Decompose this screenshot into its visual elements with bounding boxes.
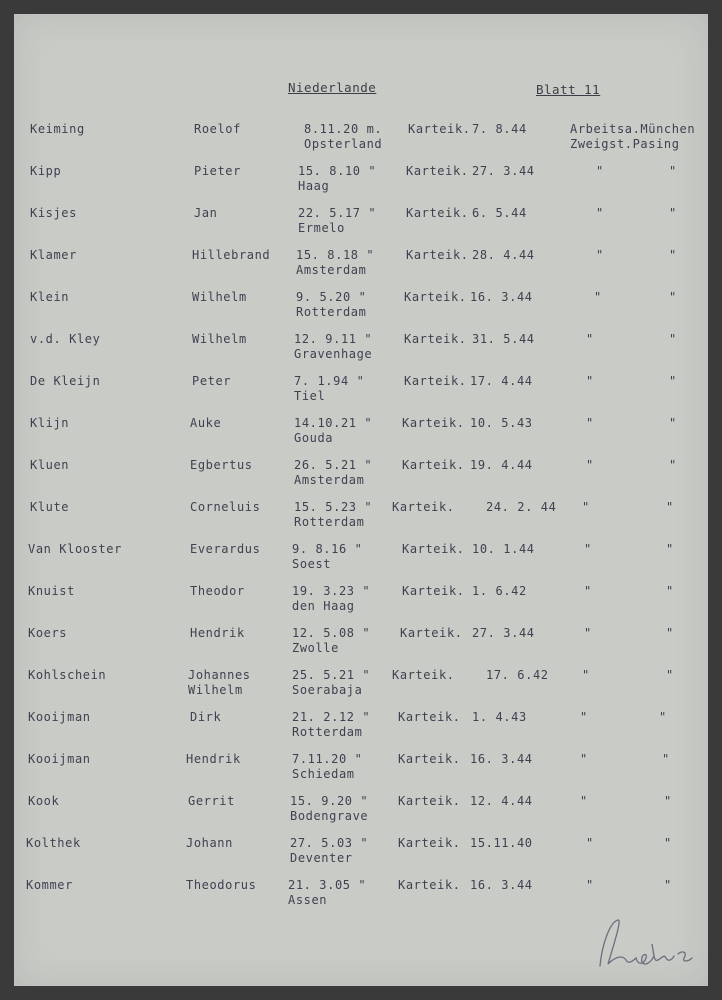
office-cell: " (580, 794, 588, 808)
given-name-cell: Hendrik (190, 626, 245, 640)
card-index-cell: Karteik. (400, 626, 463, 640)
given-name-cell: Dirk (190, 710, 222, 724)
card-index-cell: Karteik. (404, 290, 467, 304)
birth-date-place-cell: 12. 5.08 " Zwolle (292, 626, 371, 655)
surname-cell: De Kleijn (30, 374, 101, 388)
card-index-cell: Karteik. (392, 668, 455, 682)
card-date-cell: 17. 4.44 (470, 374, 533, 388)
surname-cell: Kooijman (28, 710, 91, 724)
birth-date-place-cell: 26. 5.21 " Amsterdam (294, 458, 373, 487)
birth-date-place-cell: 21. 3.05 " Assen (288, 878, 367, 907)
table-row (14, 836, 708, 876)
birth-date-place-cell: 9. 8.16 " Soest (292, 542, 363, 571)
ditto-cell: " (664, 836, 672, 850)
birth-date-place-cell: 8.11.20 m. Opsterland (304, 122, 383, 151)
office-cell: " (594, 290, 602, 304)
card-date-cell: 27. 3.44 (472, 164, 535, 178)
birth-date-place-cell: 21. 2.12 " Rotterdam (292, 710, 371, 739)
ditto-cell: " (662, 752, 670, 766)
card-date-cell: 7. 8.44 (472, 122, 527, 136)
office-cell: " (586, 458, 594, 472)
given-name-cell: Theodor (190, 584, 245, 598)
ditto-cell: " (669, 458, 677, 472)
table-row (14, 374, 708, 414)
given-name-cell: Corneluis (190, 500, 261, 514)
given-name-cell: Roelof (194, 122, 241, 136)
surname-cell: Klein (30, 290, 70, 304)
table-row (14, 542, 708, 582)
ditto-cell: " (659, 710, 667, 724)
handwritten-initials (592, 914, 702, 980)
ditto-cell: " (666, 584, 674, 598)
given-name-cell: Hendrik (186, 752, 241, 766)
card-index-cell: Karteik. (402, 416, 465, 430)
table-row (14, 248, 708, 288)
office-cell: " (586, 836, 594, 850)
card-index-cell: Karteik. (408, 122, 471, 136)
given-name-cell: Wilhelm (192, 332, 247, 346)
birth-date-place-cell: 14.10.21 " Gouda (294, 416, 373, 445)
card-date-cell: 24. 2. 44 (486, 500, 557, 514)
surname-cell: Van Klooster (28, 542, 122, 556)
birth-date-place-cell: 22. 5.17 " Ermelo (298, 206, 377, 235)
card-index-cell: Karteik. (406, 206, 469, 220)
country-heading: Niederlande (288, 80, 377, 95)
card-date-cell: 19. 4.44 (470, 458, 533, 472)
office-cell: " (596, 164, 604, 178)
card-index-cell: Karteik. (398, 710, 461, 724)
surname-cell: Klute (30, 500, 70, 514)
table-row (14, 122, 708, 162)
card-index-cell: Karteik. (406, 248, 469, 262)
table-row (14, 500, 708, 540)
birth-date-place-cell: 27. 5.03 " Deventer (290, 836, 369, 865)
card-date-cell: 17. 6.42 (486, 668, 549, 682)
surname-cell: Kipp (30, 164, 62, 178)
given-name-cell: Johann (186, 836, 233, 850)
office-cell: " (584, 584, 592, 598)
table-row (14, 668, 708, 708)
card-index-cell: Karteik. (406, 164, 469, 178)
card-date-cell: 10. 1.44 (472, 542, 535, 556)
surname-cell: Kommer (26, 878, 73, 892)
surname-cell: Koers (28, 626, 68, 640)
birth-date-place-cell: 15. 9.20 " Bodengrave (290, 794, 369, 823)
given-name-cell: Peter (192, 374, 232, 388)
card-date-cell: 27. 3.44 (472, 626, 535, 640)
birth-date-place-cell: 15. 5.23 " Rotterdam (294, 500, 373, 529)
card-index-cell: Karteik. (398, 836, 461, 850)
card-date-cell: 1. 4.43 (472, 710, 527, 724)
office-cell: " (586, 332, 594, 346)
office-cell: Arbeitsa.München Zweigst.Pasing (570, 122, 696, 151)
card-date-cell: 6. 5.44 (472, 206, 527, 220)
ditto-cell: " (666, 626, 674, 640)
table-row (14, 794, 708, 834)
card-index-cell: Karteik. (398, 794, 461, 808)
office-cell: " (580, 710, 588, 724)
card-index-cell: Karteik. (404, 332, 467, 346)
card-date-cell: 10. 5.43 (470, 416, 533, 430)
ditto-cell: " (669, 374, 677, 388)
table-row (14, 878, 708, 918)
birth-date-place-cell: 19. 3.23 " den Haag (292, 584, 371, 613)
table-row (14, 752, 708, 792)
card-index-cell: Karteik. (398, 878, 461, 892)
birth-date-place-cell: 15. 8.18 " Amsterdam (296, 248, 375, 277)
office-cell: " (580, 752, 588, 766)
card-index-cell: Karteik. (402, 584, 465, 598)
given-name-cell: Pieter (194, 164, 241, 178)
ditto-cell: " (669, 332, 677, 346)
card-date-cell: 28. 4.44 (472, 248, 535, 262)
table-row (14, 206, 708, 246)
ditto-cell: " (666, 500, 674, 514)
ditto-cell: " (666, 542, 674, 556)
given-name-cell: Auke (190, 416, 222, 430)
ditto-cell: " (664, 794, 672, 808)
given-name-cell: Jan (194, 206, 218, 220)
card-index-cell: Karteik. (404, 374, 467, 388)
given-name-cell: Egbertus (190, 458, 253, 472)
card-index-cell: Karteik. (402, 458, 465, 472)
table-row (14, 332, 708, 372)
surname-cell: Kooijman (28, 752, 91, 766)
card-date-cell: 1. 6.42 (472, 584, 527, 598)
office-cell: " (586, 878, 594, 892)
card-date-cell: 31. 5.44 (472, 332, 535, 346)
birth-date-place-cell: 7.11.20 " Schiedam (292, 752, 363, 781)
table-row (14, 416, 708, 456)
office-cell: " (582, 668, 590, 682)
card-date-cell: 15.11.40 (470, 836, 533, 850)
office-cell: " (586, 374, 594, 388)
card-date-cell: 16. 3.44 (470, 752, 533, 766)
birth-date-place-cell: 25. 5.21 " Soerabaja (292, 668, 371, 697)
surname-cell: Kohlschein (28, 668, 107, 682)
document-page (14, 14, 708, 986)
sheet-number: Blatt 11 (536, 82, 601, 97)
table-row (14, 710, 708, 750)
given-name-cell: Johannes Wilhelm (188, 668, 251, 697)
office-cell: " (584, 542, 592, 556)
ditto-cell: " (669, 290, 677, 304)
birth-date-place-cell: 7. 1.94 " Tiel (294, 374, 365, 403)
surname-cell: Kisjes (30, 206, 77, 220)
given-name-cell: Wilhelm (192, 290, 247, 304)
surname-cell: Keiming (30, 122, 85, 136)
surname-cell: Kook (28, 794, 60, 808)
table-row (14, 290, 708, 330)
table-row (14, 164, 708, 204)
card-index-cell: Karteik. (402, 542, 465, 556)
ditto-cell: " (666, 668, 674, 682)
surname-cell: Klijn (30, 416, 70, 430)
surname-cell: v.d. Kley (30, 332, 101, 346)
card-date-cell: 16. 3.44 (470, 878, 533, 892)
birth-date-place-cell: 15. 8.10 " Haag (298, 164, 377, 193)
surname-cell: Knuist (28, 584, 75, 598)
ditto-cell: " (669, 416, 677, 430)
given-name-cell: Gerrit (188, 794, 235, 808)
card-date-cell: 12. 4.44 (470, 794, 533, 808)
ditto-cell: " (669, 206, 677, 220)
office-cell: " (582, 500, 590, 514)
table-row (14, 458, 708, 498)
table-row (14, 626, 708, 666)
office-cell: " (584, 626, 592, 640)
card-index-cell: Karteik. (398, 752, 461, 766)
card-date-cell: 16. 3.44 (470, 290, 533, 304)
birth-date-place-cell: 9. 5.20 " Rotterdam (296, 290, 367, 319)
card-index-cell: Karteik. (392, 500, 455, 514)
ditto-cell: " (669, 248, 677, 262)
office-cell: " (596, 248, 604, 262)
ditto-cell: " (669, 164, 677, 178)
given-name-cell: Theodorus (186, 878, 257, 892)
surname-cell: Kolthek (26, 836, 81, 850)
surname-cell: Klamer (30, 248, 77, 262)
surname-cell: Kluen (30, 458, 70, 472)
birth-date-place-cell: 12. 9.11 " Gravenhage (294, 332, 373, 361)
office-cell: " (586, 416, 594, 430)
table-row (14, 584, 708, 624)
given-name-cell: Hillebrand (192, 248, 271, 262)
office-cell: " (596, 206, 604, 220)
ditto-cell: " (664, 878, 672, 892)
given-name-cell: Everardus (190, 542, 261, 556)
